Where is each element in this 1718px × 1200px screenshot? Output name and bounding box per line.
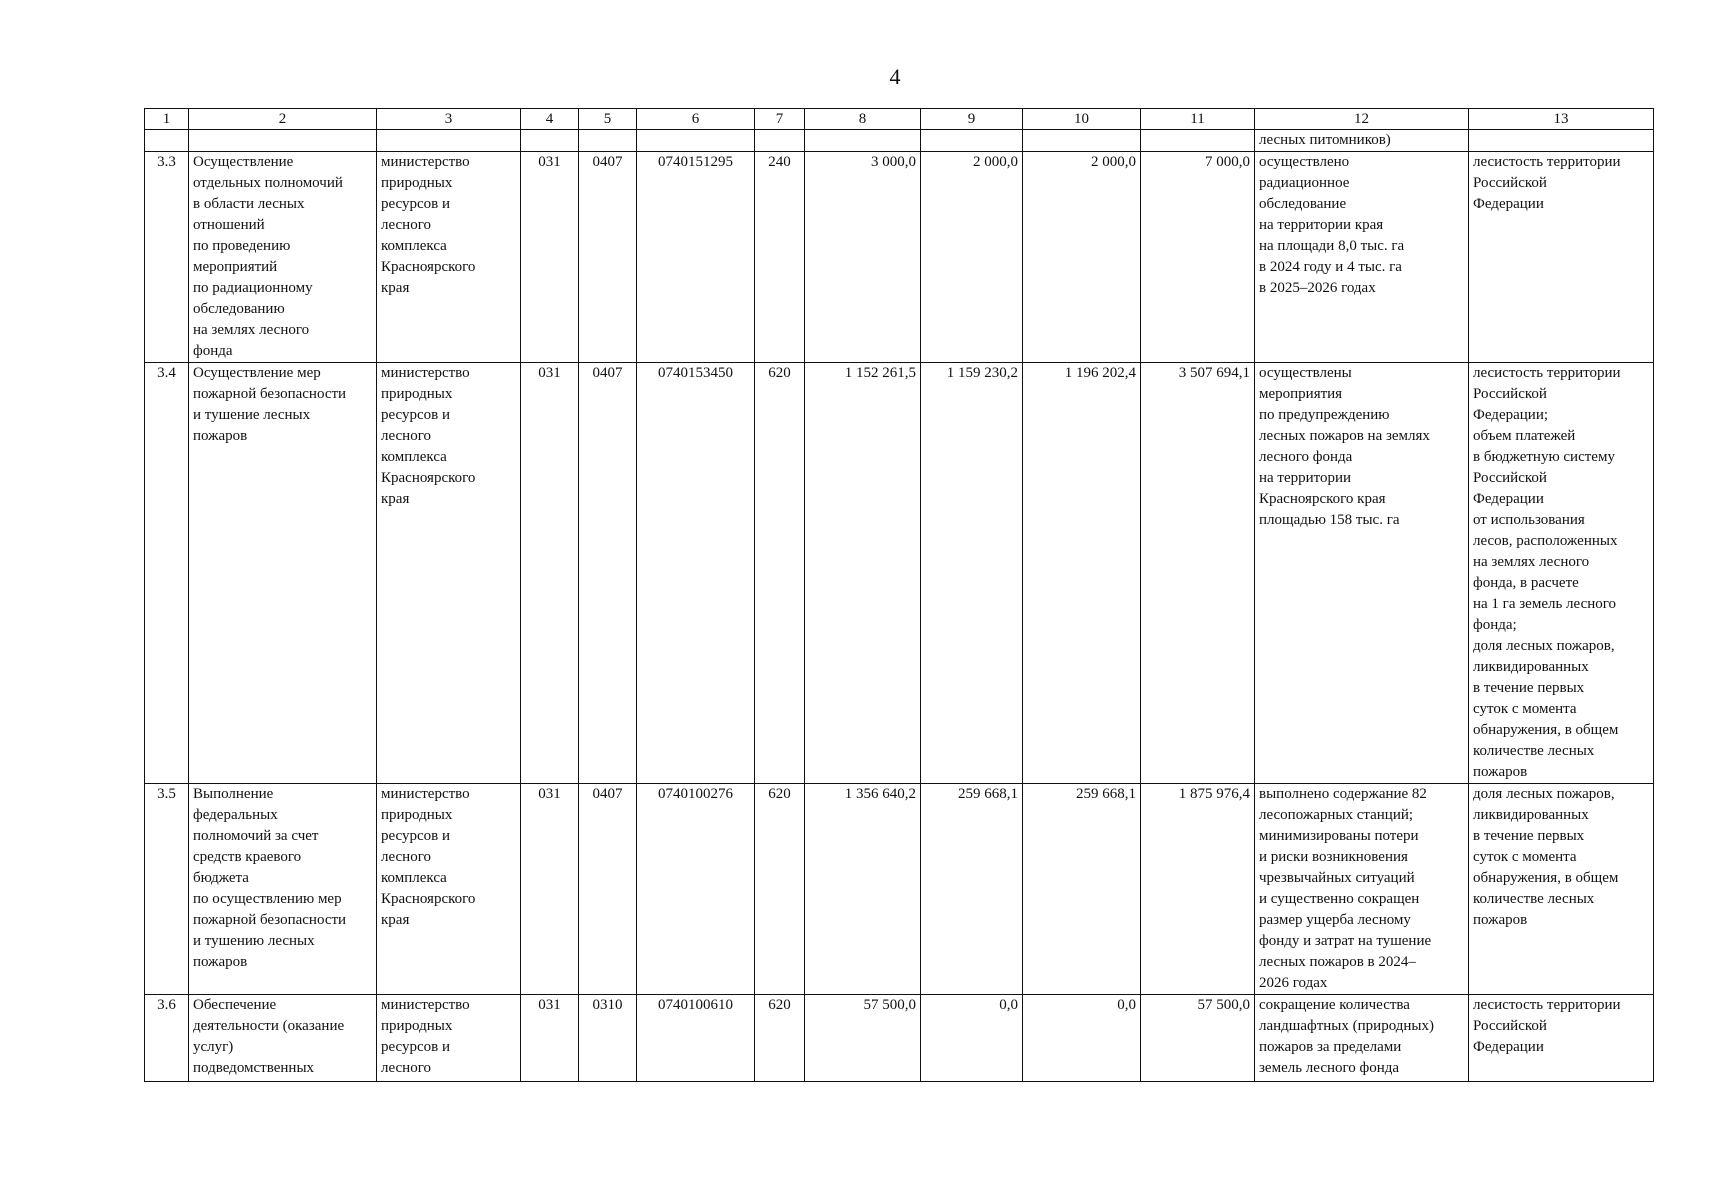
amount-col-9: 259 668,1 bbox=[921, 784, 1023, 995]
program-measures-table bbox=[144, 108, 1654, 1082]
col-header-7: 7 bbox=[755, 109, 805, 130]
table-row-3-4 bbox=[145, 363, 1654, 784]
amount-col-9: 0,0 bbox=[921, 995, 1023, 1082]
table-row-3-5 bbox=[145, 784, 1654, 995]
col-header-2: 2 bbox=[189, 109, 377, 130]
indicator: лесистость территории Российской Федерации; объем платежей в бюджетную систему Российской Федерации от использования лесов, расположенных на землях лесного фонда, в расчете на 1 га земель лесного фонда; доля лесных пожаров, ликвидированных в течение первых суток с момента обнаружения, в общем количестве лесных пожаров bbox=[1469, 363, 1654, 784]
measure-name: Осуществление мер пожарной безопасности и тушение лесных пожаров bbox=[189, 363, 377, 784]
measure-name: Осуществление отдельных полномочий в области лесных отношений по проведению мероприятий по радиационному обследованию на землях лесного фонда bbox=[189, 152, 377, 363]
table-row-3-3 bbox=[145, 152, 1654, 363]
code-col-5: 0407 bbox=[579, 784, 637, 995]
code-col-4: 031 bbox=[521, 995, 579, 1082]
col-header-1: 1 bbox=[145, 109, 189, 130]
code-col-5: 0407 bbox=[579, 363, 637, 784]
row-number: 3.6 bbox=[145, 995, 189, 1082]
code-col-7: 620 bbox=[755, 995, 805, 1082]
expected-result: осуществлено радиационное обследование на территории края на площади 8,0 тыс. га в 2024 году и 4 тыс. га в 2025–2026 годах bbox=[1255, 152, 1469, 363]
amount-col-8: 3 000,0 bbox=[805, 152, 921, 363]
code-col-6: 0740153450 bbox=[637, 363, 755, 784]
indicator: лесистость территории Российской Федерации bbox=[1469, 995, 1654, 1082]
amount-col-11: 57 500,0 bbox=[1141, 995, 1255, 1082]
expected-result: осуществлены мероприятия по предупреждению лесных пожаров на землях лесного фонда на территории Красноярского края площадью 158 тыс. га bbox=[1255, 363, 1469, 784]
col-header-6: 6 bbox=[637, 109, 755, 130]
continuation-row bbox=[145, 130, 1654, 152]
indicator: лесистость территории Российской Федерации bbox=[1469, 152, 1654, 363]
code-col-7: 240 bbox=[755, 152, 805, 363]
col-header-11: 11 bbox=[1141, 109, 1255, 130]
row-number: 3.5 bbox=[145, 784, 189, 995]
col-header-13: 13 bbox=[1469, 109, 1654, 130]
table-row-3-6 bbox=[145, 995, 1654, 1082]
code-col-4: 031 bbox=[521, 152, 579, 363]
amount-col-9: 1 159 230,2 bbox=[921, 363, 1023, 784]
measure-name: Обеспечение деятельности (оказание услуг) подведомственных bbox=[189, 995, 377, 1082]
row-number: 3.4 bbox=[145, 363, 189, 784]
code-col-7: 620 bbox=[755, 784, 805, 995]
code-col-7: 620 bbox=[755, 363, 805, 784]
executor: министерство природных ресурсов и лесного комплекса Красноярского края bbox=[377, 152, 521, 363]
continuation-result: лесных питомников) bbox=[1255, 130, 1469, 152]
indicator: доля лесных пожаров, ликвидированных в течение первых суток с момента обнаружения, в общем количестве лесных пожаров bbox=[1469, 784, 1654, 995]
executor: министерство природных ресурсов и лесного комплекса Красноярского края bbox=[377, 363, 521, 784]
col-header-12: 12 bbox=[1255, 109, 1469, 130]
amount-col-10: 0,0 bbox=[1023, 995, 1141, 1082]
code-col-4: 031 bbox=[521, 784, 579, 995]
amount-col-10: 2 000,0 bbox=[1023, 152, 1141, 363]
expected-result: сокращение количества ландшафтных (природных) пожаров за пределами земель лесного фонда bbox=[1255, 995, 1469, 1082]
col-header-5: 5 bbox=[579, 109, 637, 130]
code-col-4: 031 bbox=[521, 363, 579, 784]
col-header-10: 10 bbox=[1023, 109, 1141, 130]
amount-col-8: 1 152 261,5 bbox=[805, 363, 921, 784]
code-col-5: 0407 bbox=[579, 152, 637, 363]
amount-col-11: 3 507 694,1 bbox=[1141, 363, 1255, 784]
col-header-4: 4 bbox=[521, 109, 579, 130]
expected-result: выполнено содержание 82 лесопожарных станций; минимизированы потери и риски возникновения чрезвычайных ситуаций и существенно сокращен размер ущерба лесному фонду и затрат на тушение лесных пожаров в 2024– 2026 годах bbox=[1255, 784, 1469, 995]
amount-col-11: 7 000,0 bbox=[1141, 152, 1255, 363]
page-number: 4 bbox=[889, 64, 901, 89]
header-row bbox=[145, 109, 1654, 130]
col-header-3: 3 bbox=[377, 109, 521, 130]
code-col-6: 0740151295 bbox=[637, 152, 755, 363]
code-col-6: 0740100276 bbox=[637, 784, 755, 995]
col-header-8: 8 bbox=[805, 109, 921, 130]
row-number: 3.3 bbox=[145, 152, 189, 363]
amount-col-8: 1 356 640,2 bbox=[805, 784, 921, 995]
amount-col-9: 2 000,0 bbox=[921, 152, 1023, 363]
col-header-9: 9 bbox=[921, 109, 1023, 130]
measure-name: Выполнение федеральных полномочий за счет средств краевого бюджета по осуществлению мер пожарной безопасности и тушению лесных пожаров bbox=[189, 784, 377, 995]
code-col-5: 0310 bbox=[579, 995, 637, 1082]
executor: министерство природных ресурсов и лесного комплекса Красноярского края bbox=[377, 784, 521, 995]
amount-col-10: 259 668,1 bbox=[1023, 784, 1141, 995]
code-col-6: 0740100610 bbox=[637, 995, 755, 1082]
amount-col-8: 57 500,0 bbox=[805, 995, 921, 1082]
amount-col-11: 1 875 976,4 bbox=[1141, 784, 1255, 995]
executor: министерство природных ресурсов и лесного bbox=[377, 995, 521, 1082]
amount-col-10: 1 196 202,4 bbox=[1023, 363, 1141, 784]
